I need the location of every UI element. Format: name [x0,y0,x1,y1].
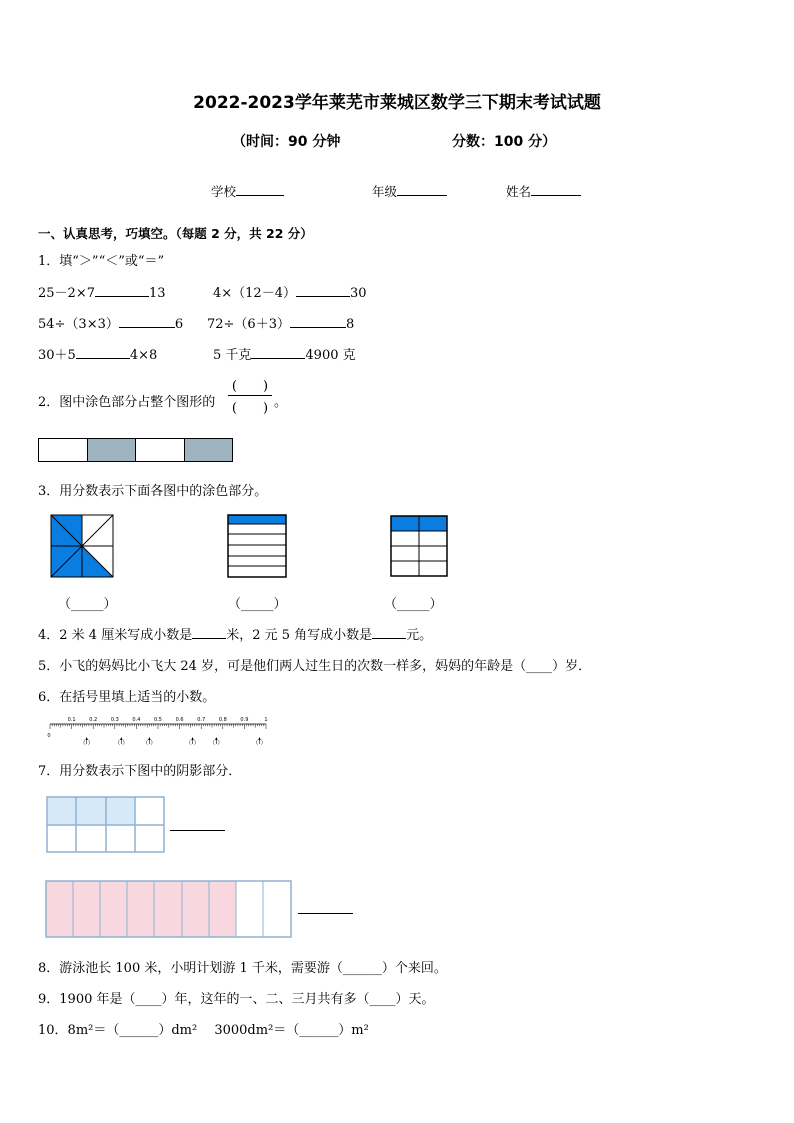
q9-text: 9．1900 年是（____）年，这年的一、二、三月共有多（____）天。 [38,992,435,1007]
school-field [211,182,284,200]
ruler-tick-label: 0.7 [197,717,206,723]
q3-figure-strips [227,514,287,578]
q4-text: 4．2 米 4 厘米写成小数是 米，2 元 5 角写成小数是 元。 [38,624,432,643]
school-blank[interactable] [236,182,284,196]
q3-answer[interactable]: （_____） [58,597,117,612]
q1-item: 25－2×7 13 [38,282,166,301]
q1-item: 72÷（6＋3） 8 [207,313,354,332]
ruler-answer-paren[interactable]: （ ） [114,740,129,747]
ruler-answer-paren[interactable]: （ ） [252,740,267,747]
q2-prompt: 2．图中涂色部分占整个图形的 [38,395,216,410]
ruler-tick-label: 0.4 [132,717,141,723]
ruler-tick-label: 0.9 [240,717,249,723]
q2-end: 。 [274,395,288,410]
q3-prompt: 3．用分数表示下面各图中的涂色部分。 [38,484,268,499]
ruler-tick-label: 0.3 [110,717,119,723]
q3-figure-grid [390,515,448,577]
ruler-zero-label: 0 [47,733,51,739]
answer-blank[interactable] [95,283,149,297]
answer-blank[interactable] [296,283,350,297]
grade-label: 年级 [372,184,398,199]
answer-blank[interactable] [119,314,175,328]
exam-time: （时间：90 分钟 [232,134,341,150]
answer-blank[interactable] [251,345,305,359]
bar-cell-shaded [88,439,137,461]
fraction-answer[interactable] [228,375,272,416]
q1-item: 4×（12－4） 30 [213,282,367,301]
answer-blank[interactable] [372,625,406,639]
denominator-paren: ( ) [231,401,269,416]
ruler-tick-label: 1 [264,717,268,723]
ruler-tick-label: 0.6 [175,717,184,723]
q6-prompt: 6．在括号里填上适当的小数。 [38,690,216,705]
q1-item: 5 千克 4900 克 [213,344,356,363]
q7-grid-blue [46,796,166,854]
ruler-answer-paren[interactable]: （ ） [185,740,200,747]
section-heading: 一、认真思考，巧填空。（每题 2 分，共 22 分） [38,226,313,241]
q8-text: 8．游泳池长 100 米，小明计划游 1 千米，需要游（______）个来回。 [38,961,447,976]
ruler-tick-label: 0.2 [89,717,98,723]
name-label: 姓名 [506,184,532,199]
page-title: 2022-2023学年莱芜市莱城区数学三下期末考试试题 [193,93,601,113]
q10-text: 10．8m²＝（______）dm² 3000dm²＝（______）m² [38,1023,369,1038]
q3-figure-square [50,514,114,578]
numerator-paren: ( ) [231,379,269,394]
ruler-answer-paren[interactable]: （ ） [209,740,224,747]
q7-strip-pink [45,880,293,938]
ruler-answer-paren[interactable]: （ ） [142,740,157,747]
q5-text: 5．小飞的妈妈比小飞大 24 岁，可是他们两人过生日的次数一样多，妈妈的年龄是（____）岁． [38,659,592,674]
q2-shaded-bar [38,438,233,462]
q3-answer[interactable]: （_____） [228,597,287,612]
q7-prompt: 7．用分数表示下图中的阴影部分． [38,764,242,779]
q7-answer-blank-2[interactable] [298,913,353,914]
grade-field [372,182,447,200]
ruler-tick-label: 0.5 [154,717,162,723]
bar-cell-shaded [185,439,233,461]
name-blank[interactable] [531,182,581,196]
answer-blank[interactable] [290,314,346,328]
name-field [506,182,581,200]
ruler-tick-label: 0.1 [67,717,76,723]
q6-number-ruler [44,712,276,748]
q3-answer[interactable]: （_____） [384,597,443,612]
bar-cell [136,439,185,461]
ruler-tick-label: 0.8 [218,717,227,723]
exam-score: 分数：100 分） [452,134,557,150]
answer-blank[interactable] [192,625,226,639]
grade-blank[interactable] [397,182,447,196]
q1-prompt: 1．填“＞”“＜”或“＝” [38,254,165,269]
q7-answer-blank-1[interactable] [170,830,225,831]
ruler-answer-paren[interactable]: （ ） [79,740,94,747]
answer-blank[interactable] [76,345,130,359]
q1-item: 30＋5 4×8 [38,344,157,363]
school-label: 学校 [211,184,237,199]
q1-item: 54÷（3×3） 6 [38,313,183,332]
bar-cell [39,439,88,461]
